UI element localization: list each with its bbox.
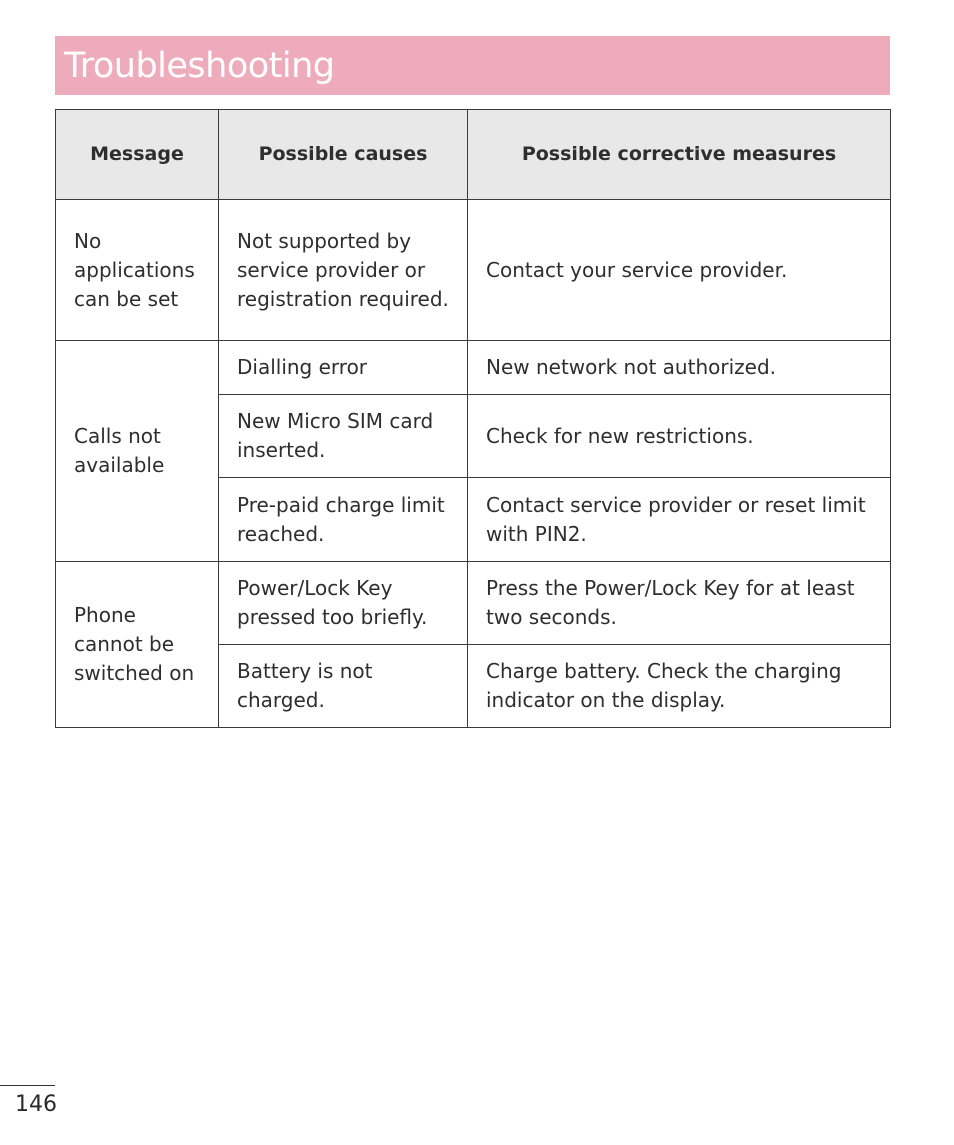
cause-cell: New Micro SIM card inserted. <box>219 395 468 478</box>
measure-cell: Charge battery. Check the charging indicator on the display. <box>468 645 891 728</box>
message-cell: No applications can be set <box>56 200 219 341</box>
cause-cell: Not supported by service provider or registration required. <box>219 200 468 341</box>
measure-cell: Contact your service provider. <box>468 200 891 341</box>
cause-cell: Battery is not charged. <box>219 645 468 728</box>
measure-cell: Check for new restrictions. <box>468 395 891 478</box>
page-title: Troubleshooting <box>64 46 335 86</box>
table-row <box>56 341 891 395</box>
cause-cell: Power/Lock Key pressed too briefly. <box>219 562 468 645</box>
page-number-divider <box>0 1085 55 1086</box>
measure-cell: Contact service provider or reset limit with PIN2. <box>468 478 891 562</box>
column-header-message: Message <box>56 110 219 200</box>
message-cell: Calls not available <box>56 341 219 562</box>
page-number: 146 <box>15 1092 57 1117</box>
cause-cell: Pre-paid charge limit reached. <box>219 478 468 562</box>
troubleshooting-table <box>55 109 891 728</box>
message-cell: Phone cannot be switched on <box>56 562 219 728</box>
cause-cell: Dialling error <box>219 341 468 395</box>
table-header-row <box>56 110 891 200</box>
column-header-corrective-measures: Possible corrective measures <box>468 110 891 200</box>
table-row <box>56 200 891 341</box>
measure-cell: New network not authorized. <box>468 341 891 395</box>
measure-cell: Press the Power/Lock Key for at least two seconds. <box>468 562 891 645</box>
column-header-possible-causes: Possible causes <box>219 110 468 200</box>
table-row <box>56 562 891 645</box>
title-banner <box>55 36 890 95</box>
